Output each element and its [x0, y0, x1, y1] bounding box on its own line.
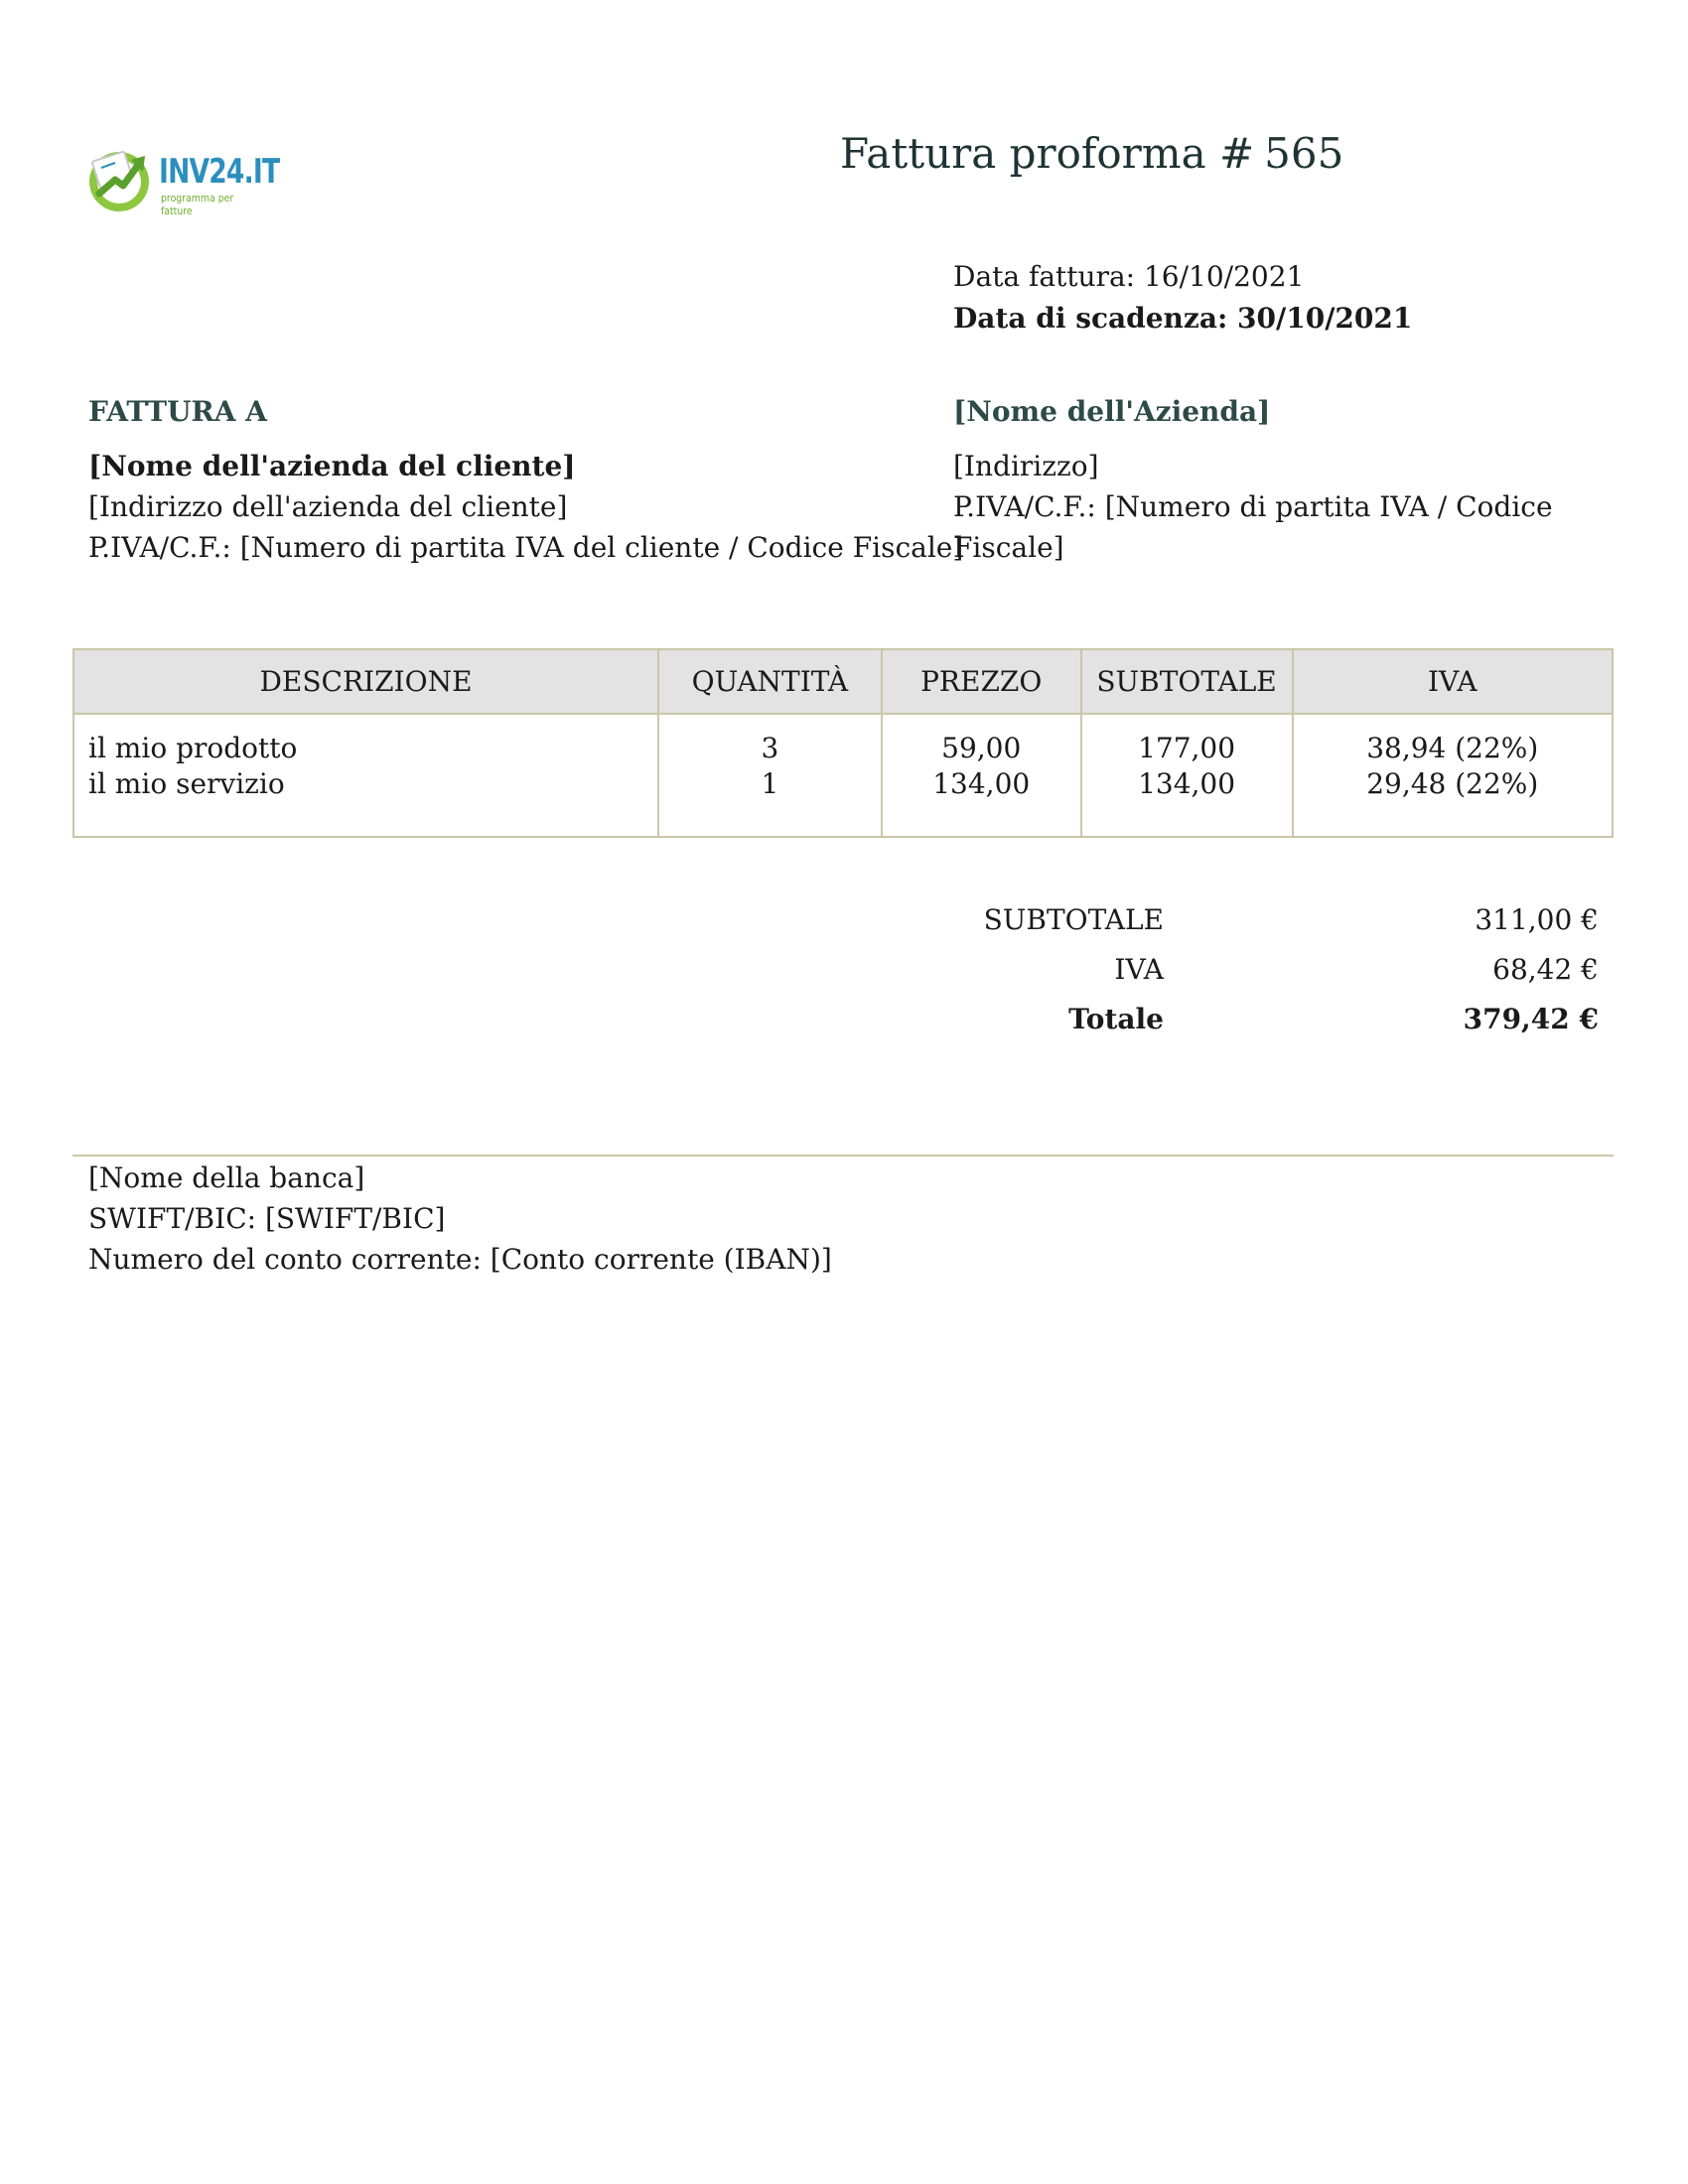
- invoice-date: Data fattura: 16/10/2021: [953, 260, 1305, 293]
- row-quantity: 1: [761, 767, 779, 800]
- bank-swift: SWIFT/BIC: [SWIFT/BIC]: [88, 1202, 446, 1235]
- bill-to-heading: FATTURA A: [88, 395, 267, 428]
- invoice-title: [840, 129, 1343, 178]
- company-address: [Indirizzo]: [953, 450, 1099, 482]
- company-logo: [85, 142, 284, 217]
- price-cell: [882, 714, 1081, 837]
- client-name: [Nome dell'azienda del cliente]: [88, 450, 576, 482]
- description-cell: [73, 714, 658, 837]
- company-name: [Nome dell'Azienda]: [953, 395, 1271, 428]
- row-description: il mio prodotto: [88, 732, 298, 764]
- row-description: il mio servizio: [88, 767, 285, 800]
- bank-details: [88, 1158, 832, 1280]
- total-value: 379,42 €: [1463, 1003, 1599, 1035]
- vat-value: 68,42 €: [1492, 953, 1599, 986]
- header-subtotal: SUBTOTALE: [1081, 649, 1293, 714]
- header-price: PREZZO: [882, 649, 1081, 714]
- items-table: [72, 648, 1614, 838]
- client-vat: P.IVA/C.F.: [Numero di partita IVA del cliente / Codice Fiscale]: [88, 531, 964, 564]
- row-subtotal: 134,00: [1138, 767, 1236, 800]
- row-vat: 38,94 (22%): [1366, 732, 1539, 764]
- company-details: [953, 446, 1553, 568]
- subtotal-label: SUBTOTALE: [983, 903, 1164, 936]
- row-vat: 29,48 (22%): [1366, 767, 1539, 800]
- bank-name: [Nome della banca]: [88, 1161, 365, 1194]
- footer-divider: [72, 1155, 1614, 1157]
- client-address: [Indirizzo dell'azienda del cliente]: [88, 490, 568, 523]
- invoice-title-label: Fattura proforma #: [840, 129, 1255, 178]
- bank-account: Numero del conto corrente: [Conto corrente (IBAN)]: [88, 1243, 832, 1276]
- vat-cell: [1293, 714, 1613, 837]
- totals-block: [894, 903, 1599, 1052]
- header-description: DESCRIZIONE: [73, 649, 658, 714]
- subtotal-row: [894, 903, 1599, 953]
- row-price: 59,00: [941, 732, 1022, 764]
- row-subtotal: 177,00: [1138, 732, 1236, 764]
- vat-label: IVA: [1114, 953, 1164, 986]
- logo-tagline: programma per fatture: [161, 192, 234, 217]
- total-label: Totale: [1068, 1003, 1164, 1035]
- header-quantity: QUANTITÀ: [658, 649, 882, 714]
- client-details: [88, 446, 963, 568]
- vat-row: [894, 953, 1599, 1003]
- total-row: [894, 1003, 1599, 1052]
- company-vat-line-2: Fiscale]: [953, 531, 1064, 564]
- row-quantity: 3: [761, 732, 779, 764]
- header-vat: IVA: [1293, 649, 1613, 714]
- quantity-cell: [658, 714, 882, 837]
- invoice-number: 565: [1264, 129, 1344, 178]
- table-row: [73, 714, 1613, 837]
- subtotal-cell: [1081, 714, 1293, 837]
- table-header-row: [73, 649, 1613, 714]
- logo-wordmark: INV24.IT: [159, 152, 280, 192]
- row-price: 134,00: [932, 767, 1031, 800]
- company-vat-line-1: P.IVA/C.F.: [Numero di partita IVA / Codice: [953, 490, 1553, 523]
- subtotal-value: 311,00 €: [1475, 903, 1599, 936]
- logo-icon: [85, 142, 157, 213]
- due-date: Data di scadenza: 30/10/2021: [953, 302, 1413, 335]
